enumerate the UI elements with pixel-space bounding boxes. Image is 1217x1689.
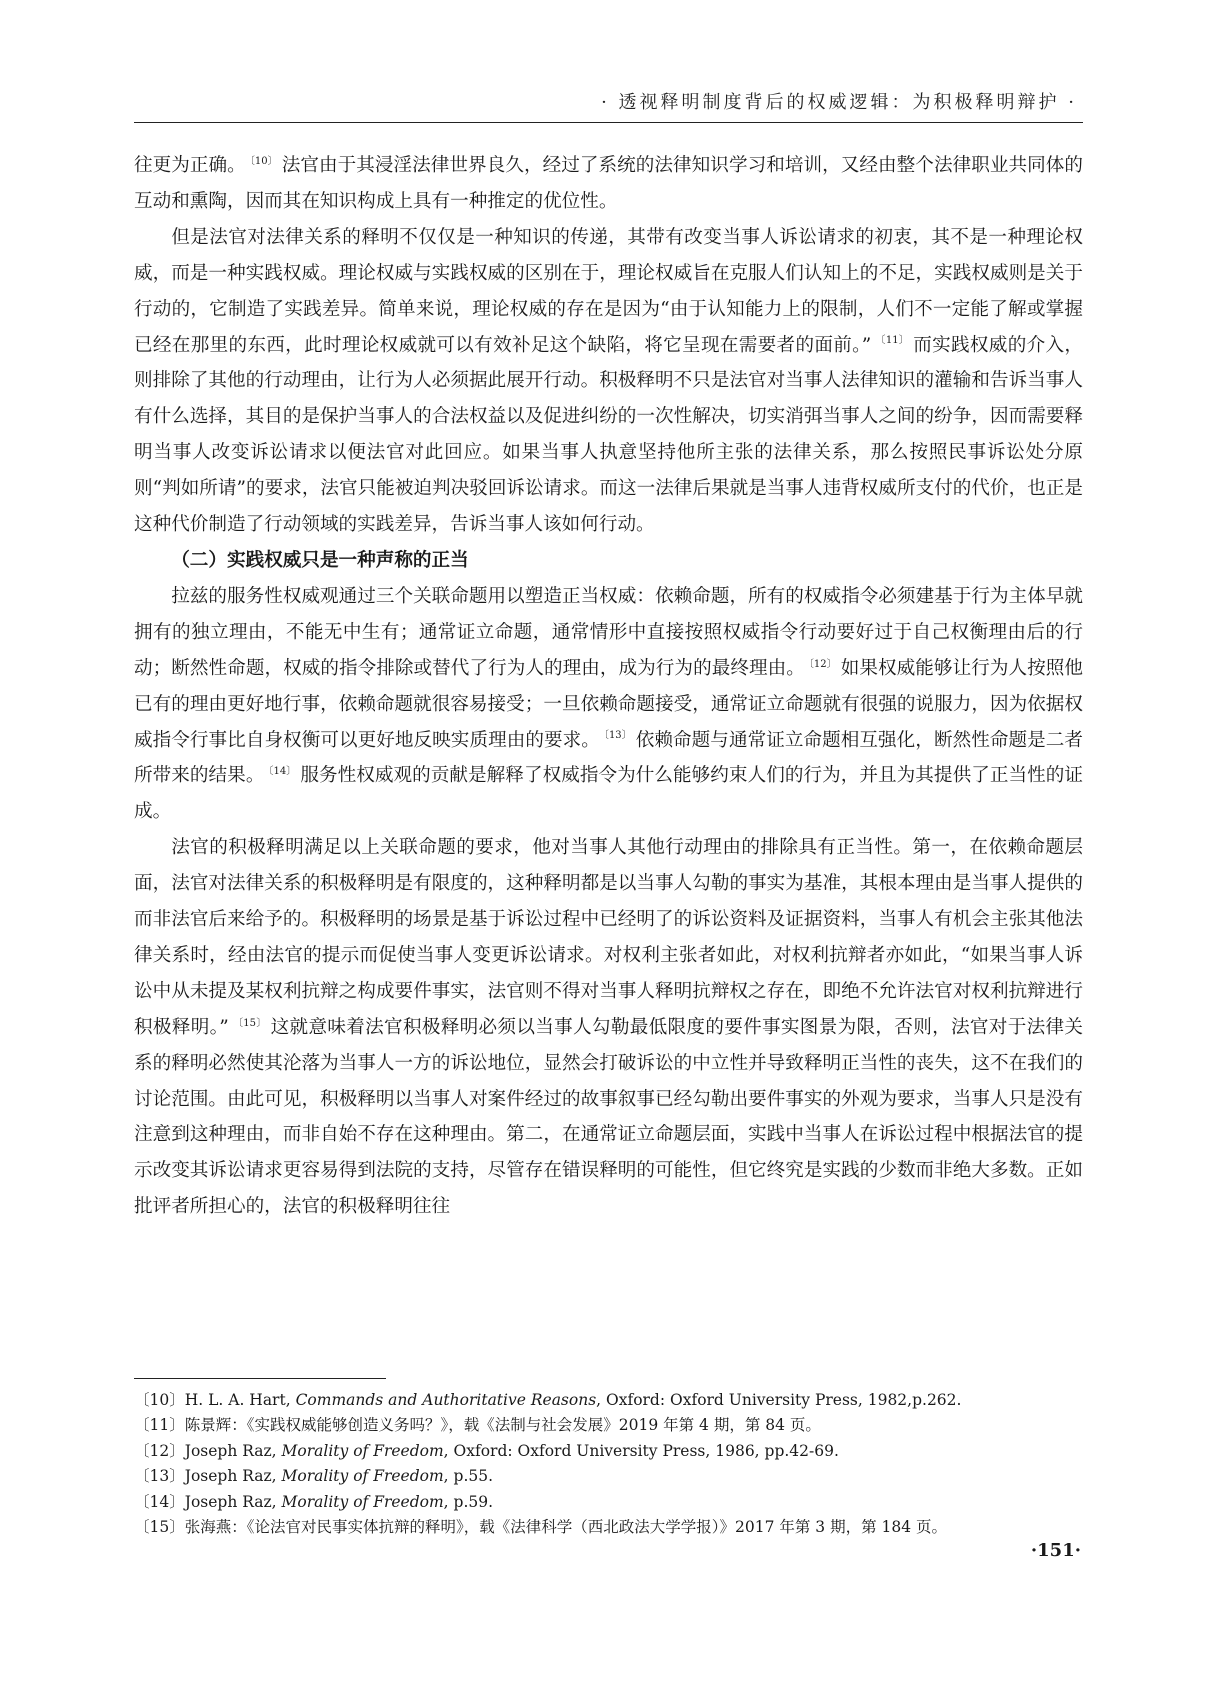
footnote-divider	[134, 1378, 386, 1379]
paragraph-4	[134, 830, 1083, 1225]
footnote-15	[134, 1515, 1083, 1540]
paragraph-1	[134, 148, 1083, 220]
paragraph-1-text-b: 法官由于其浸淫法律世界良久，经过了系统的法律知识学习和培训，又经由整个法律职业共同体的互动和熏陶，因而其在知识构成上具有一种推定的优位性。	[134, 155, 1083, 212]
footnote-text-end: , p.59.	[443, 1492, 494, 1511]
footnote-text-end: , Oxford: Oxford University Press, 1986, pp.42-69.	[443, 1441, 839, 1460]
footnote-book-title: Commands and Authoritative Reasons	[295, 1391, 597, 1409]
footnote-text: Joseph Raz,	[184, 1492, 282, 1511]
footnote-mark: 〔10〕	[134, 1391, 185, 1409]
footnote-mark: 〔12〕	[134, 1441, 185, 1460]
footnote-ref-13[interactable]: 〔13〕	[603, 730, 632, 742]
paragraph-3-text-b: 如果权威能够让行为人按照他已有的理由更好地行事，依赖命题就很容易接受；一旦依赖命题接受，通常证立命题就有很强的说服力，因为依据权威指令行事比自身权衡可以更好地反映实质理由的要求。	[134, 657, 1083, 751]
footnote-book-title: Morality of Freedom	[281, 1467, 444, 1486]
paragraph-3-text-c: 依赖命题与通常证立命题相互强化，断然性命题是二者所带来的结果。	[134, 729, 1083, 787]
paragraph-1-text-a: 往更为正确。	[134, 155, 246, 176]
footnote-text-end: , p.55.	[443, 1467, 494, 1486]
footnote-14	[134, 1490, 1083, 1515]
footnotes	[134, 1388, 1083, 1540]
footnote-mark: 〔14〕	[134, 1492, 185, 1511]
footnote-11	[134, 1413, 1083, 1438]
footnote-book-title: Morality of Freedom	[281, 1441, 444, 1460]
running-header-title: · 透视释明制度背后的权威逻辑：为积极释明辩护 ·	[601, 92, 1077, 113]
paragraph-4-text-a: 法官的积极释明满足以上关联命题的要求，他对当事人其他行动理由的排除具有正当性。第一，在依赖命题层面，法官对法律关系的积极释明是有限度的，这种释明都是以当事人勾勒的事实为基准，其根本理由是当事人提供的而非法官后来给予的。积极释明的场景是基于诉讼过程中已经明了的诉讼资料及证据资料，当事人有机会主张其他法律关系时，经由法官的提示而促使当事人变更诉讼请求。对权利主张者如此，对权利抗辩者亦如此，“如果当事人诉讼中从未提及某权利抗辩之构成要件事实，法官则不得对当事人释明抗辩权之存在，即绝不允许法官对权利抗辩进行积极释明。”	[134, 837, 1083, 1038]
paragraph-3-text-d: 服务性权威观的贡献是解释了权威指令为什么能够约束人们的行为，并且为其提供了正当性的证成。	[134, 765, 1083, 823]
footnote-13	[134, 1464, 1083, 1489]
paragraph-2-text-b: 而实践权威的介入，则排除了其他的行动理由，让行为人必须据此展开行动。积极释明不只是法官对当事人法律知识的灌输和告诉当事人有什么选择，其目的是保护当事人的合法权益以及促进纠纷的一次性解决，切实消弭当事人之间的纷争，因而需要释明当事人改变诉讼请求以便法官对此回应。如果当事人执意坚持他所主张的法律关系，那么按照民事诉讼处分原则“判如所请”的要求，法官只能被迫判决驳回诉讼请求。而这一法律后果就是当事人违背权威所支付的代价，也正是这种代价制造了行动领域的实践差异，告诉当事人该如何行动。	[134, 334, 1083, 536]
footnote-book-title: Morality of Freedom	[281, 1492, 444, 1511]
footnote-text: Joseph Raz,	[184, 1441, 282, 1460]
footnote-mark: 〔15〕	[134, 1518, 185, 1537]
footnote-ref-14[interactable]: 〔14〕	[268, 766, 297, 778]
page-number: ·151·	[1030, 1540, 1081, 1561]
footnote-ref-10[interactable]: 〔10〕	[249, 155, 278, 167]
footnote-text-end: , Oxford: Oxford University Press, 1982,p.262.	[596, 1391, 962, 1409]
footnote-12	[134, 1439, 1083, 1464]
footnote-ref-15[interactable]: 〔15〕	[232, 1017, 267, 1029]
footnote-text: Joseph Raz,	[184, 1467, 282, 1486]
paragraph-3-text-a: 拉兹的服务性权威观通过三个关联命题用以塑造正当权威：依赖命题，所有的权威指令必须建基于行为主体早就拥有的独立理由，不能无中生有；通常证立命题，通常情形中直接按照权威指令行动要好过于自己权衡理由后的行动；断然性命题，权威的指令排除或替代了行为人的理由，成为行为的最终理由。	[134, 585, 1083, 679]
footnote-ref-12[interactable]: 〔12〕	[808, 658, 837, 670]
footnote-mark: 〔11〕	[134, 1416, 185, 1435]
running-header	[134, 86, 1083, 123]
footnote-mark: 〔13〕	[134, 1467, 185, 1486]
article-body	[134, 148, 1083, 1225]
section-heading: （二）实践权威只是一种声称的正当	[171, 549, 469, 571]
paragraph-2	[134, 220, 1083, 543]
footnote-text: 陈景辉：《实践权威能够创造义务吗？》，载《法制与社会发展》2019 年第 4 期，第 84 页。	[184, 1416, 821, 1435]
footnote-text: H. L. A. Hart,	[184, 1391, 296, 1409]
footnote-ref-11[interactable]: 〔11〕	[875, 335, 910, 347]
paragraph-2-text-a: 但是法官对法律关系的释明不仅仅是一种知识的传递，其带有改变当事人诉讼请求的初衷，其不是一种理论权威，而是一种实践权威。理论权威与实践权威的区别在于，理论权威旨在克服人们认知上的不足，实践权威则是关于行动的，它制造了实践差异。简单来说，理论权威的存在是因为“由于认知能力上的限制，人们不一定能了解或掌握已经在那里的东西，此时理论权威就可以有效补足这个缺陷，将它呈现在需要者的面前。”	[134, 226, 1083, 356]
footnote-10	[134, 1388, 1083, 1413]
paragraph-3	[134, 579, 1083, 830]
paragraph-4-text-b: 这就意味着法官积极释明必须以当事人勾勒最低限度的要件事实图景为限，否则，法官对于法律关系的释明必然使其沦落为当事人一方的诉讼地位，显然会打破诉讼的中立性并导致释明正当性的丧失，这不在我们的讨论范围。由此可见，积极释明以当事人对案件经过的故事叙事已经勾勒出要件事实的外观为要求，当事人只是没有注意到这种理由，而非自始不存在这种理由。第二，在通常证立命题层面，实践中当事人在诉讼过程中根据法官的提示改变其诉讼请求更容易得到法院的支持，尽管存在错误释明的可能性，但它终究是实践的少数而非绝大多数。正如批评者所担心的，法官的积极释明往往	[134, 1016, 1083, 1218]
footnote-text: 张海燕：《论法官对民事实体抗辩的释明》，载《法律科学（西北政法大学学报）》2017 年第 3 期，第 184 页。	[184, 1518, 948, 1537]
